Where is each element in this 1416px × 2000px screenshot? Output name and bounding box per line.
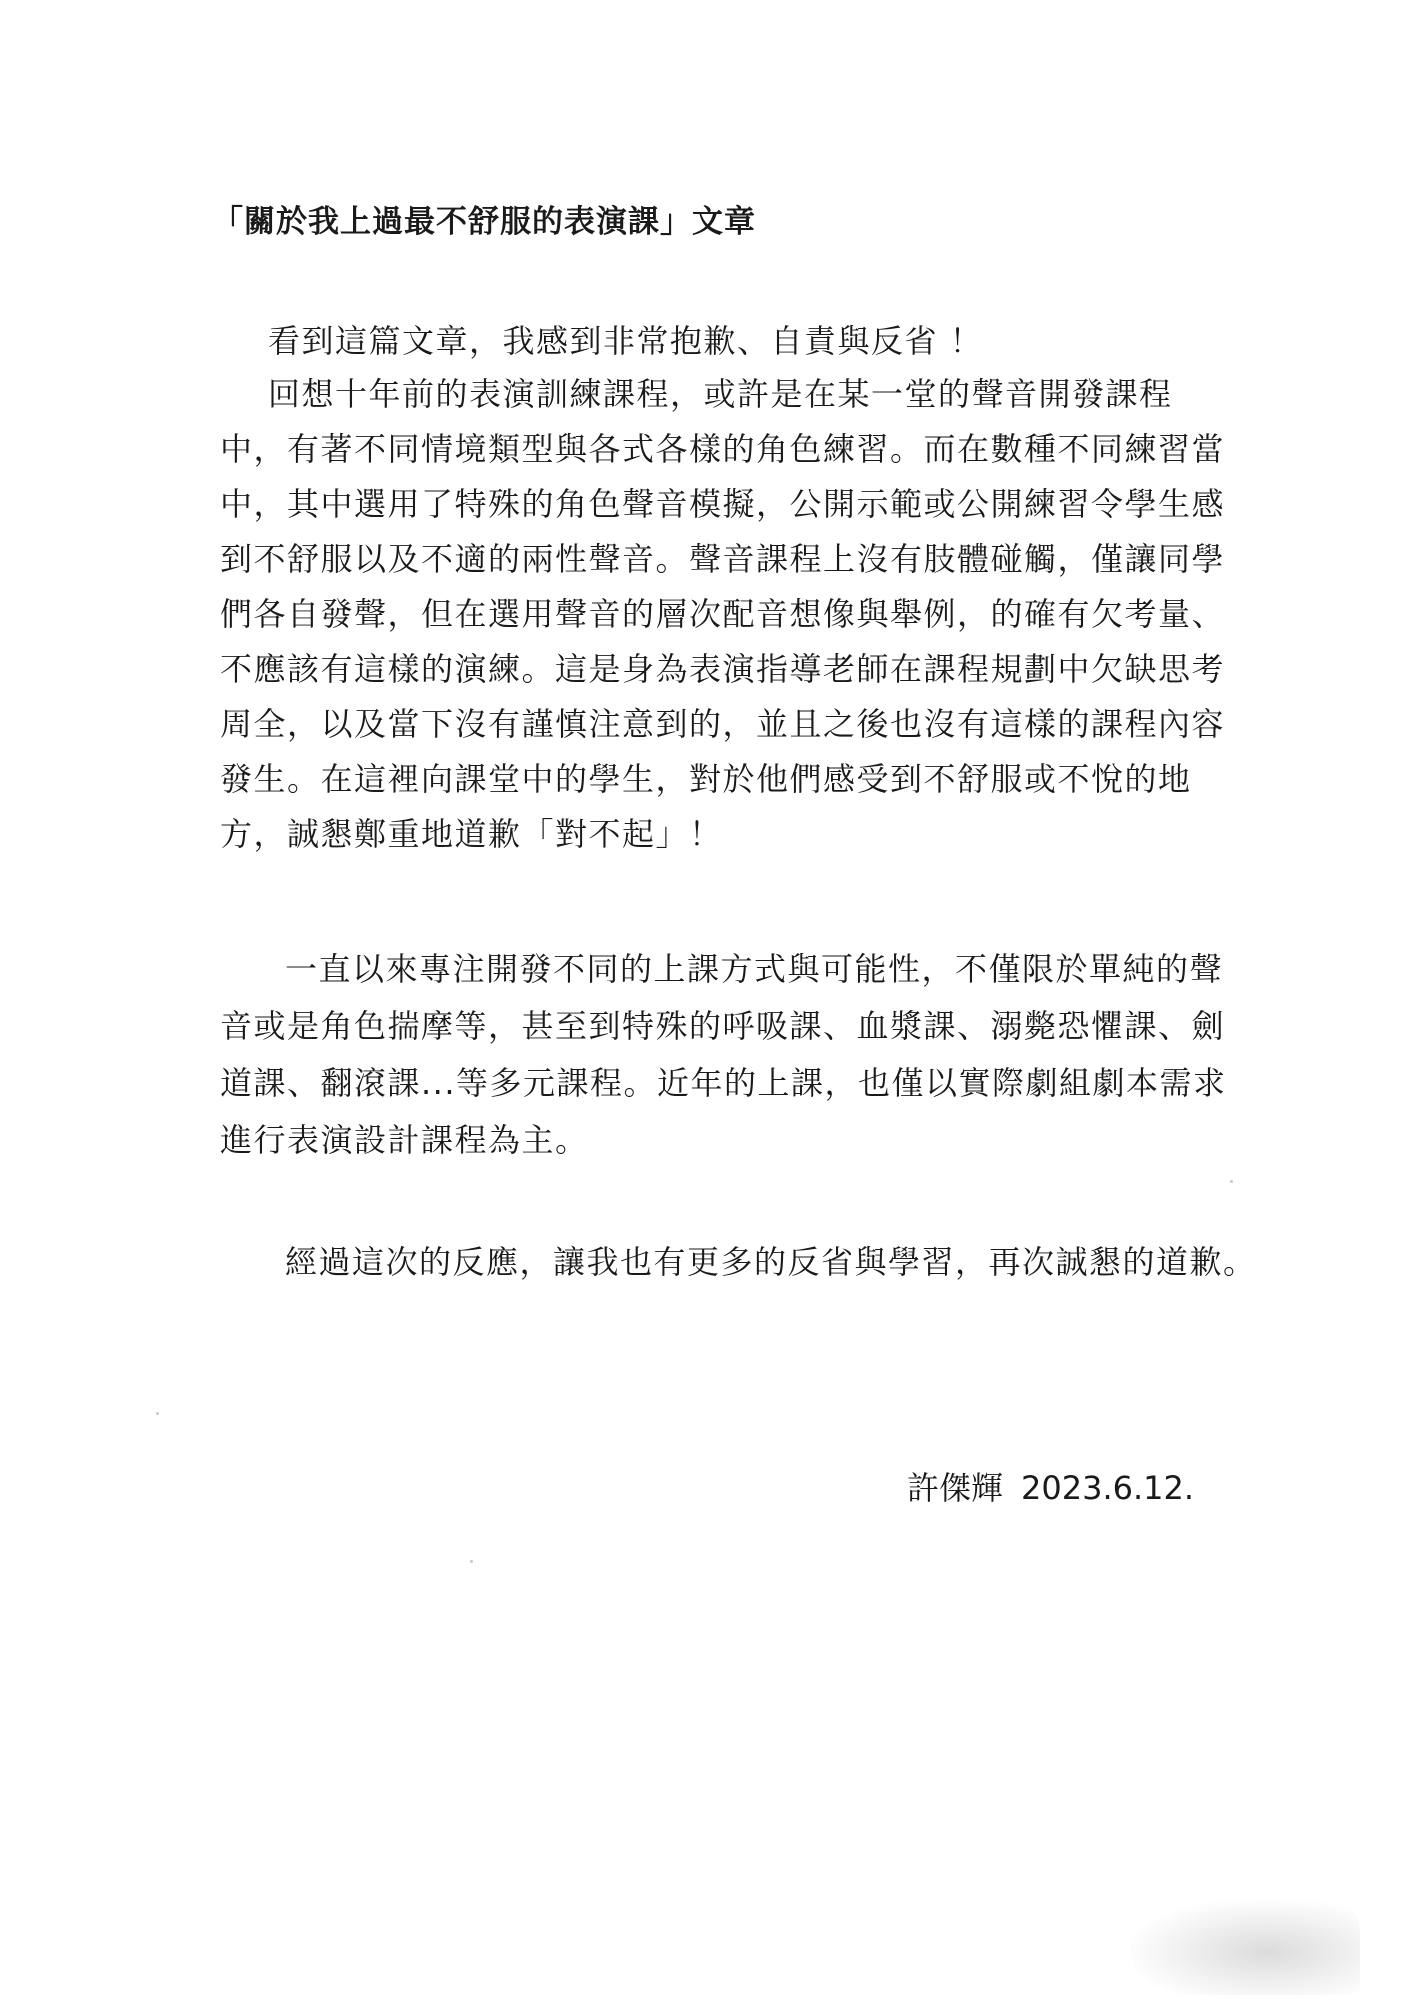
paragraph-2-line-1: 回想十年前的表演訓練課程，或許是在某一堂的聲音開發課程 (268, 375, 1173, 413)
paragraph-2-line-5: 們各自發聲，但在選用聲音的層次配音想像與舉例，的確有欠考量、 (220, 595, 1226, 633)
paragraph-3-line-4: 進行表演設計課程為主。 (220, 1121, 589, 1159)
watermark-smudge (1130, 1900, 1360, 1995)
scan-speck (470, 1560, 473, 1563)
paragraph-4-line-1: 經過這次的反應，讓我也有更多的反省與學習，再次誠懇的道歉。 (285, 1243, 1257, 1281)
paragraph-2-line-7: 周全，以及當下沒有謹慎注意到的，並且之後也沒有這樣的課程內容 (220, 705, 1226, 743)
paragraph-2-line-4: 到不舒服以及不適的兩性聲音。聲音課程上沒有肢體碰觸，僅讓同學 (220, 540, 1226, 578)
paragraph-2-line-6: 不應該有這樣的演練。這是身為表演指導老師在課程規劃中欠缺思考 (220, 650, 1226, 688)
scan-speck (1230, 1180, 1233, 1183)
signature-name: 許傑輝 (907, 1469, 1004, 1507)
paragraph-3-line-2: 音或是角色揣摩等，甚至到特殊的呼吸課、血漿課、溺斃恐懼課、劍 (220, 1007, 1226, 1045)
paragraph-3-line-1: 一直以來專注開發不同的上課方式與可能性，不僅限於單純的聲 (285, 950, 1224, 988)
paragraph-2-line-3: 中，其中選用了特殊的角色聲音模擬，公開示範或公開練習令學生感 (220, 485, 1226, 523)
signature-date: 2023.6.12. (1021, 1469, 1195, 1507)
paragraph-2-line-8: 發生。在這裡向課堂中的學生，對於他們感受到不舒服或不悅的地 (220, 760, 1192, 798)
paragraph-1-line-1: 看到這篇文章，我感到非常抱歉、自責與反省 ！ (268, 322, 984, 360)
paragraph-3-line-3: 道課、翻滾課...等多元課程。近年的上課，也僅以實際劇組劇本需求 (220, 1064, 1227, 1102)
document-title: 「關於我上過最不舒服的表演課」文章 (212, 204, 756, 240)
paragraph-2-line-2: 中，有著不同情境類型與各式各樣的角色練習。而在數種不同練習當 (220, 430, 1226, 468)
paragraph-2-line-9: 方，誠懇鄭重地道歉「對不起」！ (220, 815, 723, 853)
scan-speck (156, 1412, 159, 1415)
signature-block (907, 1463, 1194, 1509)
